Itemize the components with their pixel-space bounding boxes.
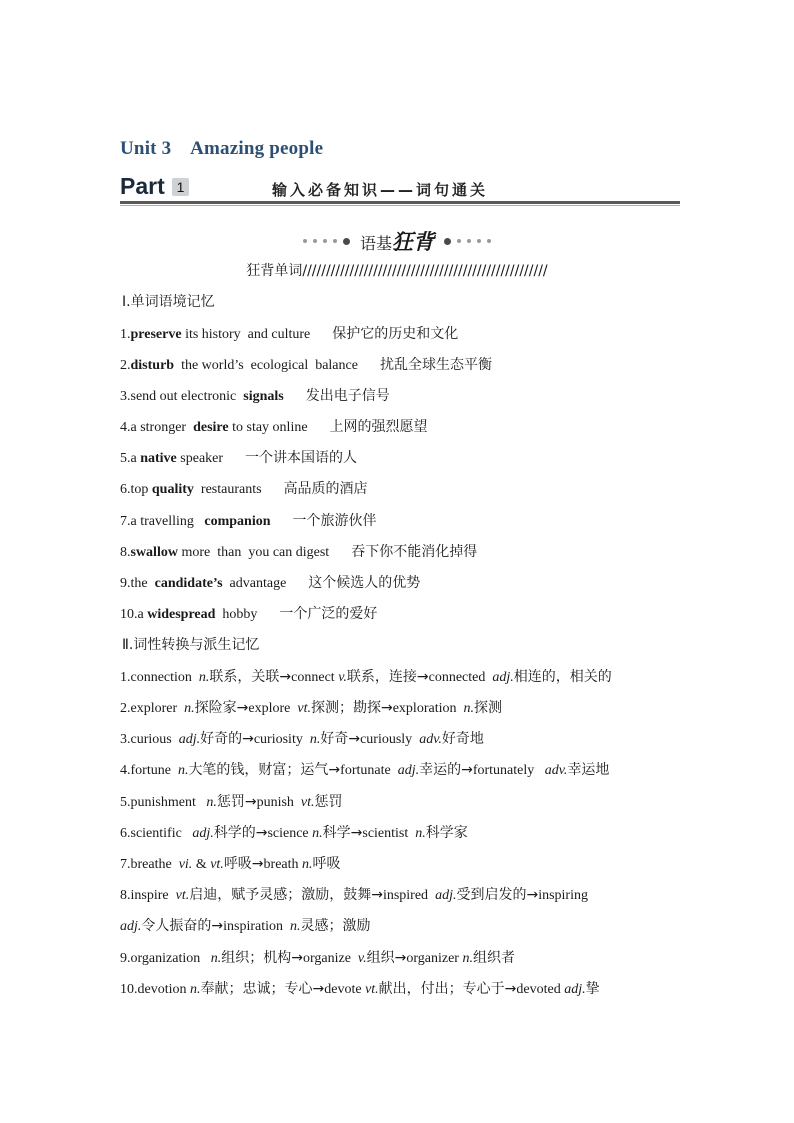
part-of-speech: adj. [564, 982, 586, 997]
part-heading: 输入必备知识——词句通关 [272, 181, 489, 199]
part-of-speech: n. [463, 701, 474, 716]
vocab-item [120, 478, 368, 498]
banner-title-normal: 语基 [359, 234, 392, 253]
vocab-item [120, 510, 377, 530]
word-text: inspiring [538, 888, 588, 903]
part-of-speech: n. [206, 795, 217, 810]
vocab-item-pre: send out electronic [130, 389, 244, 404]
meaning-text: 探测 [473, 700, 502, 716]
vocab-item-post: restaurants [193, 482, 262, 497]
word-family-line [120, 822, 468, 842]
part-of-speech: vt. [297, 701, 311, 716]
part-of-speech: n. [415, 826, 426, 841]
word-text: 2.explorer [120, 701, 185, 716]
vocab-item-bold: signals [243, 389, 284, 404]
word-text: 5.punishment [120, 795, 207, 810]
section2-title: Ⅱ.词性转换与派生记忆 [122, 637, 260, 653]
vocab-item [120, 447, 357, 467]
meaning-text: 惩罚→ [216, 794, 257, 810]
vocab-item [120, 572, 420, 592]
banner-title [360, 226, 434, 256]
word-text: explore [248, 701, 298, 716]
vocab-item-bold: preserve [130, 327, 182, 342]
meaning-text: 相连的，相关的 [513, 669, 612, 685]
word-family-line [120, 697, 502, 717]
vocab-item-translation: 保护它的历史和文化 [332, 326, 459, 342]
part-of-speech: vt. [210, 857, 224, 872]
meaning-text: 好奇→ [320, 731, 361, 747]
part-number-badge: 1 [172, 178, 189, 196]
word-text: 6.scientific [120, 826, 193, 841]
part-of-speech: n. [210, 951, 222, 966]
meaning-text: 组织者 [472, 950, 515, 966]
vocab-item-pre: a [130, 451, 141, 466]
meaning-text: 大笔的钱，财富；运气→ [188, 762, 341, 778]
meaning-text: 联系，连接→ [346, 669, 429, 685]
meaning-text: 科学的→ [213, 825, 268, 841]
vocab-item-bold: widespread [147, 607, 216, 622]
vocab-item-pre: a [137, 607, 148, 622]
word-family-line [120, 884, 588, 904]
word-text: 9.organization [120, 951, 211, 966]
vocab-item-translation: 上网的强烈愿望 [329, 419, 428, 435]
part-of-speech: n. [462, 951, 473, 966]
meaning-text: 科学→ [322, 825, 363, 841]
section1-title: Ⅰ.单词语境记忆 [122, 294, 215, 310]
meaning-text: 受到启发的→ [456, 887, 539, 903]
word-text: inspiration [223, 919, 291, 934]
part-of-speech: vt. [365, 982, 379, 997]
left-dots-decoration [303, 238, 350, 245]
part-header [120, 173, 680, 207]
vocab-item-bold: disturb [130, 358, 175, 373]
vocab-item-post: more than you can digest [177, 545, 330, 560]
vocab-item-bold: candidate’s [154, 576, 223, 591]
meaning-text: 好奇地 [441, 731, 484, 747]
part-of-speech: n. [190, 982, 201, 997]
word-text: breath [263, 857, 303, 872]
word-text: organizer [406, 951, 463, 966]
word-text: 7.breathe [120, 857, 179, 872]
part-of-speech: adj. [397, 763, 420, 778]
vocab-item-pre: the [130, 576, 155, 591]
vocab-item-num: 4. [120, 420, 131, 435]
word-text: & [192, 857, 211, 872]
vocab-item-bold: native [140, 451, 177, 466]
word-family-line [120, 666, 612, 686]
word-text: 4.fortune [120, 763, 178, 778]
vocab-item-pre: a stronger [130, 420, 194, 435]
meaning-text: 献出，付出；专心于→ [378, 981, 517, 997]
part-of-speech: adj. [178, 732, 201, 747]
vocab-item [120, 603, 377, 623]
word-text: devoted [516, 982, 565, 997]
vocab-item-bold: swallow [130, 545, 178, 560]
vocab-item-bold: quality [151, 482, 194, 497]
vocab-item-bold: desire [193, 420, 229, 435]
part-of-speech: adj. [492, 670, 514, 685]
vocab-item-translation: 一个旅游伙伴 [292, 513, 377, 529]
part-of-speech: adv. [419, 732, 442, 747]
vocab-item [120, 385, 390, 405]
word-text: scientist [362, 826, 416, 841]
vocab-item-translation: 一个广泛的爱好 [279, 606, 378, 622]
word-text: fortunately [472, 763, 545, 778]
vocab-item-translation: 高品质的酒店 [283, 481, 368, 497]
word-text: punish [256, 795, 301, 810]
word-family-line [120, 791, 343, 811]
vocab-item-translation: 这个候选人的优势 [308, 575, 421, 591]
meaning-text: 惩罚 [314, 794, 343, 810]
meaning-text: 科学家 [425, 825, 468, 841]
vocab-item-post: speaker [176, 451, 224, 466]
vocab-item-bold: companion [204, 514, 271, 529]
heading-rule-thin [120, 205, 680, 206]
word-family-line [120, 759, 609, 779]
vocab-item [120, 541, 477, 561]
word-text: connected [428, 670, 493, 685]
right-dots-decoration [444, 238, 491, 245]
vocab-item-num: 6. [120, 482, 131, 497]
vocab-item-num: 5. [120, 451, 131, 466]
meaning-text: 好奇的→ [200, 731, 254, 747]
part-label: Part [120, 173, 165, 199]
meaning-text: 幸运的→ [419, 762, 473, 778]
vocab-item-num: 9. [120, 576, 131, 591]
meaning-text: 组织；机构→ [221, 950, 303, 966]
vocab-item-num: 3. [120, 389, 131, 404]
part-of-speech: adj. [435, 888, 457, 903]
vocab-item-pre: top [130, 482, 152, 497]
word-text: 1.connection [120, 670, 199, 685]
vocab-item-num: 2. [120, 358, 131, 373]
word-family-line [120, 978, 600, 998]
part-of-speech: n. [184, 701, 195, 716]
part-of-speech: n. [198, 670, 210, 685]
meaning-text: 奉献；忠诚；专心→ [200, 981, 325, 997]
meaning-text: 灵感；激励 [300, 918, 371, 934]
word-family-line [120, 915, 371, 935]
vocab-item [120, 323, 458, 343]
word-text: connect [291, 670, 339, 685]
word-text: fortunate [340, 763, 398, 778]
part-of-speech: n. [177, 763, 189, 778]
part-of-speech: adj. [192, 826, 214, 841]
part-of-speech: vt. [175, 888, 190, 903]
meaning-text: 呼吸→ [223, 856, 264, 872]
vocab-item-post: its history and culture [181, 327, 311, 342]
unit-title: Unit 3 Amazing people [120, 138, 324, 159]
vocab-item-post: hobby [215, 607, 258, 622]
word-text: devote [324, 982, 366, 997]
word-text: 8.inspire [120, 888, 176, 903]
meaning-text: 幸运地 [567, 762, 610, 778]
meaning-text: 联系，关联→ [209, 669, 292, 685]
word-text: science [267, 826, 313, 841]
word-text: curiosity [253, 732, 310, 747]
part-of-speech: v. [338, 670, 347, 685]
part-of-speech: vi. [178, 857, 193, 872]
meaning-text: 组织→ [366, 950, 407, 966]
vocab-item-translation: 一个讲本国语的人 [245, 450, 358, 466]
meaning-text: 启迪，赋予灵感；激励，鼓舞→ [189, 887, 383, 903]
vocab-item-num: 10. [120, 607, 138, 622]
word-text: organize [302, 951, 358, 966]
part-of-speech: v. [357, 951, 367, 966]
meaning-text: 探测；勘探→ [310, 700, 393, 716]
vocab-item-num: 8. [120, 545, 131, 560]
vocab-item [120, 416, 428, 436]
vocab-item-pre: a travelling [130, 514, 205, 529]
vocab-item [120, 354, 492, 374]
word-text: 10.devotion [120, 982, 190, 997]
meaning-text: 探险家→ [194, 700, 249, 716]
banner-title-emphasis: 狂背 [392, 229, 434, 254]
vocab-item-post: advantage [222, 576, 287, 591]
part-of-speech: n. [290, 919, 301, 934]
word-family-line [120, 947, 515, 967]
heading-rule [120, 201, 680, 204]
meaning-text: 令人振奋的→ [141, 918, 224, 934]
word-family-line [120, 728, 484, 748]
part-of-speech: adj. [120, 919, 142, 934]
vocab-item-num: 7. [120, 514, 131, 529]
vocab-item-post: the world’s ecological balance [174, 358, 358, 373]
vocab-item-num: 1. [120, 327, 131, 342]
vocab-item-post: to stay online [228, 420, 308, 435]
word-text: exploration [392, 701, 464, 716]
vocab-item-translation: 扰乱全球生态平衡 [379, 357, 492, 373]
vocab-item-translation: 吞下你不能消化掉得 [351, 544, 478, 560]
meaning-text: 呼吸 [312, 856, 341, 872]
meaning-text: 挚 [585, 981, 600, 997]
subheading: 狂背单词//////////////////////////////////////////////////// [246, 263, 548, 279]
section-banner [0, 226, 794, 252]
word-text: 3.curious [120, 732, 179, 747]
word-text: inspired [382, 888, 436, 903]
part-of-speech: adv. [544, 763, 568, 778]
vocab-item-translation: 发出电子信号 [305, 388, 390, 404]
part-of-speech: n. [309, 732, 321, 747]
word-text: curiously [360, 732, 420, 747]
part-of-speech: n. [302, 857, 313, 872]
word-family-line [120, 853, 341, 873]
part-of-speech: vt. [300, 795, 315, 810]
part-of-speech: n. [312, 826, 323, 841]
